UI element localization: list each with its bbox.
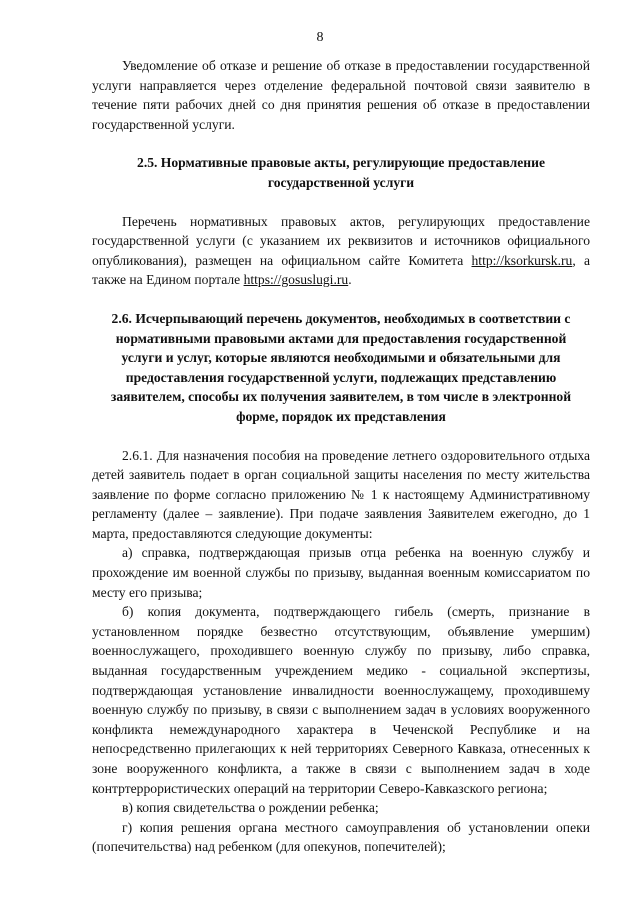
paragraph-2-6-1: 2.6.1. Для назначения пособия на проведение летнего оздоровительного отдыха детей заявитель подает в орган социальной защиты населения по месту жительства заявление по форме согласно приложению № 1 к настоящему Административному регламенту (далее – заявление). При подаче заявления Заявителем ежегодно, до 1 марта, предоставляются следующие документы: bbox=[92, 447, 590, 541]
document-body bbox=[92, 56, 590, 857]
section-2-6-heading: 2.6. Исчерпывающий перечень документов, необходимых в соответствии с нормативными правовыми актами для предоставления государственной услуги и услуг, которые являются необходимыми и обязательными для предоставления государственной услуги, подлежащих представлению заявителем, способы их получения заявителем, в том числе в электронной форме, порядок их представления bbox=[110, 310, 572, 424]
ksorkursk-link[interactable]: http://ksorkursk.ru bbox=[471, 252, 573, 268]
item-v: в) копия свидетельства о рождении ребенка; bbox=[122, 800, 379, 816]
item-a: а) справка, подтверждающая призыв отца ребенка на военную службу и прохождение им военной службы по призыву, выданная военным комиссариатом по месту его призыва; bbox=[92, 545, 590, 600]
section-2-5-text-after: . bbox=[348, 272, 352, 288]
section-2-5-paragraph bbox=[92, 212, 590, 290]
section-2-5-heading: 2.5. Нормативные правовые акты, регулирующие предоставление государственной услуги bbox=[137, 155, 545, 190]
item-g: г) копия решения органа местного самоуправления об установлении опеки (попечительства) над ребенком (для опекунов, попечителей); bbox=[92, 819, 590, 855]
page-number: 8 bbox=[316, 30, 324, 45]
section-2-5-text-before: Перечень нормативных правовых актов, регулирующих предоставление государственной услуги (с указанием их реквизитов и источников официального опубликования), размещен на официальном сайте Комитета bbox=[92, 213, 590, 268]
section-2-5-text-middle: , а также на Едином портале bbox=[92, 252, 590, 288]
item-b: б) копия документа, подтверждающего гибель (смерть, признание в установленном порядке безвестно отсутствующим, объявление умершим) военнослужащего, проходившего военную службу по призыву, либо справка, выданная государственным учреждением медико - социальной экспертизы, подтверждающая установление инвалидности военнослужащему, проходившему военную службу по призыву, в связи с выполнением задач в условиях вооруженного конфликта немеждународного характера в Чеченской Республике и на непосредственно прилегающих к ней территориях Северного Кавказа, отнесенных к зоне вооруженного конфликта, а также в связи с выполнением задач в ходе контртеррористических операций на территории Северо-Кавказского региона; bbox=[92, 604, 590, 796]
gosuslugi-link[interactable]: https://gosuslugi.ru bbox=[243, 272, 349, 288]
refusal-notice-paragraph: Уведомление об отказе и решение об отказе в предоставлении государственной услуги направляется через отделение федеральной почтовой связи заявителю в течение пяти рабочих дней со дня принятия решения об отказе в предоставлении государственной услуги. bbox=[92, 58, 590, 132]
